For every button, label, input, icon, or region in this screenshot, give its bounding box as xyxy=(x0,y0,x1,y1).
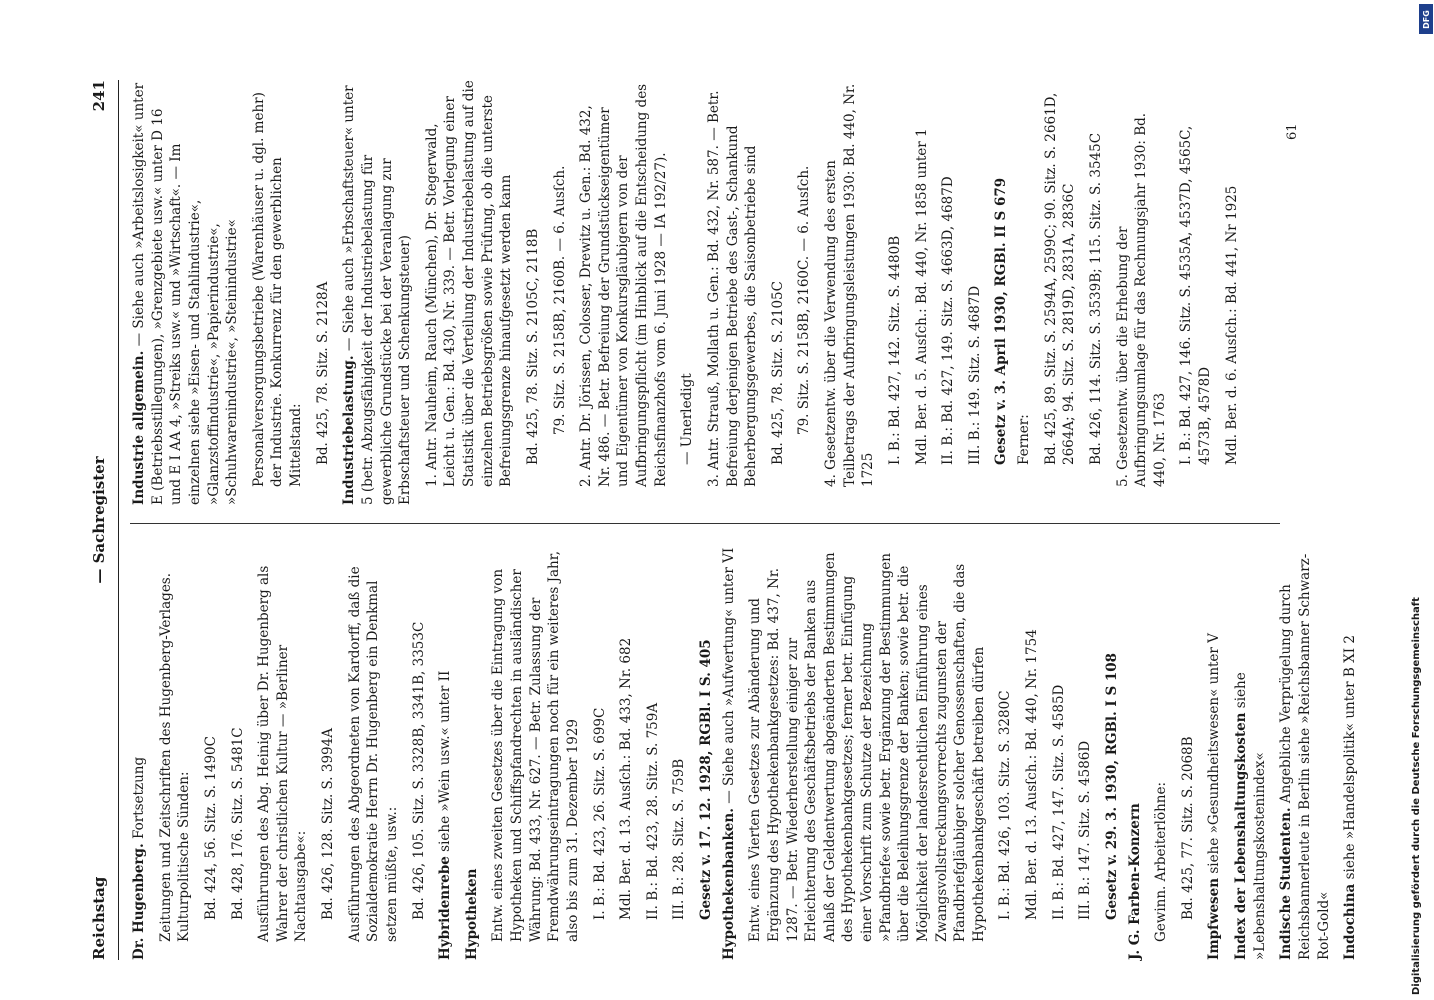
entry-text: — Siehe auch »Erbschaftsteuer« unter 5 (betr. Abzugsfähigkeit der Industriebelastung für gewerbliche Grundstücke bei der Veranlagung zur Erbschaftsteuer und Schenkungsteuer) xyxy=(341,85,414,505)
index-subentry xyxy=(1179,540,1198,960)
index-entry xyxy=(1277,540,1333,960)
entry-text: Entw. eines Vierten Gesetzes zur Abänderung und Ergänzung des Hypothekenbankgesetzes: Bd. 437, Nr. 1287. — Betr. Wiederherstellung einiger zur Erleichterung des Geschäftsbetriebs der Banken aus Anlaß der Geldentwertung abgeänderten Bestimmungen des Hypothekenbankgesetzes; ferner betr. Einfügung einer Vorschrift zum Schutze der Bezeichnung »Pfandbriefe« sowie betr. Ergänzung der Bestimmungen über die Beleihungsgrenze der Banken; sowie betr. die Möglichkeit der landesrechtlichen Einführung eines Zwangsvollstreckungsvorrechts zugunsten der Pfandbriefgläubiger solcher Genossenschaften, die das Hypothekenbankgeschäft betreiben dürfen xyxy=(747,552,987,942)
law-reference: Gesetz v. 17. 12. 1928, RGBl. I S. 405 xyxy=(698,639,714,920)
entry-lemma: Indische Studenten. xyxy=(1278,807,1295,960)
entry-text: I. B.: Bd. 427, 146. Sitz. S. 4535A, 4537D, 4565C, 4573B, 4578D xyxy=(1178,125,1213,465)
entry-lemma: Hybridenrebe xyxy=(437,856,454,960)
entry-text: Personalversorgungsbetriebe (Warenhäuser u. dgl. mehr) der Industrie. Konkurrenz für den gewerblichen Mittelstand: xyxy=(250,92,304,487)
law-reference: Gesetz v. 3. April 1930, RGBl. II S 679 xyxy=(993,177,1010,465)
entry-text: siehe »Wein usw.« unter II xyxy=(437,670,454,852)
index-subentry xyxy=(1177,80,1214,505)
index-subentry xyxy=(617,540,636,960)
entry-lemma: Impfwesen xyxy=(1206,877,1223,960)
entry-text: II. B.: Bd. 427, 147. Sitz. S. 4585D xyxy=(1050,684,1067,920)
signature-mark: 61 xyxy=(1285,123,1300,140)
index-subentry xyxy=(644,540,663,960)
entry-text: II. B.: Bd. 423, 28. Sitz. S. 759A xyxy=(644,702,661,920)
entry-text: 79. Sitz. S. 2158B, 2160B. — 6. Ausſch. xyxy=(551,165,568,435)
index-entry xyxy=(720,540,739,960)
index-subentry xyxy=(746,540,988,960)
index-entry xyxy=(436,540,455,960)
index-entry xyxy=(1126,540,1145,960)
page-header xyxy=(90,80,112,960)
index-subentry xyxy=(346,540,402,960)
index-subentry xyxy=(250,80,306,505)
entry-text: Ferner: xyxy=(1016,414,1032,465)
entry-text: III. B.: 149. Sitz. S. 4687D xyxy=(966,285,983,465)
index-subentry xyxy=(202,540,221,960)
entry-text: Bd. 428, 176. Sitz. S. 5481C xyxy=(229,727,246,920)
entry-text: siehe »Handelspolitik« unter B XI 2 xyxy=(1342,635,1359,880)
index-subentry xyxy=(410,540,429,960)
index-subentry xyxy=(939,80,958,505)
entry-text: I. B.: Bd. 423, 26. Sitz. S. 699C xyxy=(591,707,608,920)
index-subentry xyxy=(795,80,814,505)
header-left: Reichstag xyxy=(90,876,108,960)
index-subentry xyxy=(423,80,516,505)
entry-text: Mdl. Ber. d. 6. Ausſch.: Bd. 441, Nr 1925 xyxy=(1223,185,1240,465)
index-subentry xyxy=(157,540,194,960)
index-subentry xyxy=(1114,80,1170,505)
index-subentry xyxy=(1042,80,1079,505)
entry-lemma: Hypotheken xyxy=(463,868,480,960)
index-entry xyxy=(463,540,482,960)
index-subentry xyxy=(591,540,610,960)
index-entry xyxy=(1232,540,1269,960)
entry-text: siehe »Gesundheitswesen« unter V xyxy=(1206,633,1223,874)
entry-text: Angebliche Verprügelung durch Reichsbannerleute in Berlin siehe »Reichsbanner Schwarz-Rot-Gold« xyxy=(1278,553,1332,960)
index-subentry xyxy=(822,80,878,505)
index-entry xyxy=(340,80,415,505)
entry-text: Bd. 425, 89. Sitz. S. 2594A, 2599C; 90. Sitz. S. 2661D, 2664A; 94. Sitz. S. 2819D, 2831A, 2836C xyxy=(1042,92,1078,465)
entry-text: III. B.: 28. Sitz. S. 759B xyxy=(671,758,688,920)
entry-lemma: Industrie allgemein. xyxy=(131,350,147,505)
index-subentry xyxy=(670,540,689,960)
entry-lemma: Index der Lebenshaltungskosten xyxy=(1233,712,1249,960)
entry-text: 4. Gesetzentw. über die Verwendung des ersten Teilbetrags der Aufbringungsleistungen 1930: Bd. 440, Nr. 1725 xyxy=(823,83,877,487)
index-entry xyxy=(130,80,242,505)
entry-text: Entw. eines zweiten Gesetzes über die Eintragung von Hypotheken und Schiffspfandrechten in ausländischer Währung: Bd. 433, Nr. 627. — Betr. Zulassung der Fremdwährungseintragungen noch für ein weiteres Jahr, also bis zum 31. Dezember 1929 xyxy=(490,551,581,942)
index-subentry xyxy=(996,540,1015,960)
index-subentry xyxy=(577,80,670,505)
law-reference: Gesetz v. 29. 3. 1930, RGBl. I S 108 xyxy=(1103,652,1120,920)
entry-lemma: Dr. Hugenberg. xyxy=(131,843,147,960)
entry-lemma: J. G. Farben-Konzern xyxy=(1126,803,1143,960)
entry-text: I. B.: Bd. 426, 103. Sitz. S. 3280C xyxy=(997,690,1014,920)
entry-text: Bd. 425, 78. Sitz. S. 2105C xyxy=(769,281,786,465)
entry-lemma: Indochina xyxy=(1342,883,1359,960)
index-entry xyxy=(130,540,149,960)
index-subentry xyxy=(705,80,761,505)
entry-text: — Siehe auch »Aufwertung« unter VI xyxy=(720,547,737,804)
entry-text: Fortsetzung xyxy=(131,756,147,840)
index-subentry xyxy=(886,80,905,505)
index-subentry xyxy=(489,540,582,960)
digitization-notice: Digitalisierung gefördert durch die Deutsche Forschungsgemeinschaft xyxy=(1411,597,1422,995)
entry-text: Ausführungen des Abgeordneten von Kardorff, daß die Sozialdemokratie Herrn Dr. Hugenberg ein Denkmal setzen müßte, usw.: xyxy=(346,566,400,942)
entry-text: 3. Antr. Strauß, Mollath u. Gen.: Bd. 432, Nr. 587. — Betr. Befreiung derjenigen Betriebe des Gast-, Schankund Beherbergungsgewerbes, die Saisonbetriebe sind xyxy=(705,90,760,487)
index-subentry xyxy=(1023,540,1042,960)
header-title: — Sachregister xyxy=(90,456,108,584)
entry-text: Bd. 426, 128. Sitz. S. 3994A xyxy=(320,728,336,920)
entry-text: siehe »Lebenshaltungskostenindex« xyxy=(1233,672,1268,960)
index-subentry xyxy=(255,540,311,960)
entry-text: Bd. 426, 105. Sitz. S. 3328B, 3341B, 3353C xyxy=(410,621,427,920)
right-column xyxy=(130,80,1249,505)
dfg-logo-text: DFG xyxy=(1421,9,1431,29)
entry-text: II. B.: Bd. 427, 149. Sitz. S. 4663D, 4687D xyxy=(940,176,957,465)
header-rule xyxy=(118,80,119,960)
entry-text: Bd. 425, 78. Sitz. S. 2105C, 2118B xyxy=(524,228,541,465)
index-subentry xyxy=(229,540,248,960)
entry-text: 2. Antr. Dr. Jörissen, Colosser, Drewitz u. Gen.: Bd. 432, Nr. 486. — Betr. Befreiung der Grundstückseigentümer und Eigentümer von Konkursgläubigern von der Aufbringungspflicht (im Hinblick auf die Entscheidung des Reichsfinanzhofs vom 6. Juni 1928 — IA 192/27). xyxy=(578,83,669,487)
entry-text: Gewinn. Arbeiterlöhne: xyxy=(1153,781,1170,942)
column-divider xyxy=(130,523,1280,524)
entry-text: Bd. 425, 78. Sitz. S. 2128A xyxy=(314,281,331,465)
index-subentry xyxy=(769,80,788,505)
entry-text: I. B.: Bd. 427, 142. Sitz. S. 4480B xyxy=(886,235,903,465)
index-subentry xyxy=(1152,540,1171,960)
entry-lemma: Hypothekenbanken. xyxy=(720,808,737,960)
index-subentry xyxy=(1223,80,1242,505)
entry-text: III. B.: 147. Sitz. S. 4586D xyxy=(1077,740,1094,920)
index-subentry xyxy=(524,80,543,505)
index-subentry xyxy=(314,80,333,505)
entry-text: 1. Antr. Nauheim, Rauch (München), Dr. Stegerwald, Leicht u. Gen.: Bd. 430, Nr. 339. — Betr. Vorlegung einer Statistik über die Verteilung der Industriebelastung auf die einzelnen Betriebsgrößen sowie Prüfung, ob die unterste Befreiungsgrenze hinaufgesetzt werden kann xyxy=(423,80,515,487)
index-subentry xyxy=(1050,540,1069,960)
entry-text: Mdl. Ber. d. 13. Ausſch.: Bd. 440, Nr. 1754 xyxy=(1024,629,1040,920)
entry-text: Ausführungen des Abg. Heinig über Dr. Hugenberg als Wahrer der christlichen Kultur — »Berliner Nachtausgabe«: xyxy=(256,565,310,942)
entry-text: — Siehe auch »Arbeitslosigkeit« unter E (Betriebsstillegungen), »Grenzgebiete usw.« unter D 16 und E I AA 4, »Streiks usw.« und »Wirtschaft«. — Im einzelnen siehe »Eisen- und Stahlindustrie«, »Glanzstoffindustrie«, »Papierindustrie«, »Schuhwarenindustrie«, »Steinindustrie« xyxy=(131,82,241,505)
entry-text: Bd. 424, 56. Sitz. S. 1490C xyxy=(202,736,219,920)
entry-text: 5. Gesetzentw. über die Erhebung der Aufbringungsumlage für das Rechnungsjahr 1930: Bd. 440, Nr. 1763 xyxy=(1114,112,1168,487)
index-entry xyxy=(1341,540,1360,960)
entry-text: Bd. 426, 114. Sitz. S. 3539B; 115. Sitz. S. 3545C xyxy=(1087,132,1104,465)
index-subentry xyxy=(913,80,932,505)
left-column xyxy=(130,540,1368,960)
index-subentry xyxy=(678,80,697,505)
entry-text: Bd. 425, 77. Sitz. S. 2068B xyxy=(1179,736,1196,920)
index-subentry xyxy=(1087,80,1106,505)
entry-text: 79. Sitz. S. 2158B, 2160C. — 6. Ausſch. xyxy=(796,165,813,435)
entry-text: Mdl. Ber. d. 13. Ausſch.: Bd. 433, Nr. 682 xyxy=(618,637,635,920)
entry-lemma: Industriebelastung. xyxy=(341,355,358,505)
index-subentry xyxy=(1015,80,1034,505)
page-number: 241 xyxy=(90,80,108,112)
index-subentry xyxy=(319,540,338,960)
index-subentry xyxy=(1076,540,1095,960)
rotated-page xyxy=(90,80,1359,960)
dfg-logo xyxy=(1419,4,1433,34)
index-entry xyxy=(1205,540,1224,960)
entry-text: Mdl. Ber. d. 5. Ausſch.: Bd. 440, Nr. 1858 unter 1 xyxy=(913,128,930,465)
index-subentry xyxy=(966,80,985,505)
index-subentry xyxy=(551,80,570,505)
entry-text: — Unerledigt xyxy=(679,373,696,465)
entry-text: Zeitungen und Zeitschriften des Hugenberg-Verlages. Kulturpolitische Sünden: xyxy=(157,572,193,942)
